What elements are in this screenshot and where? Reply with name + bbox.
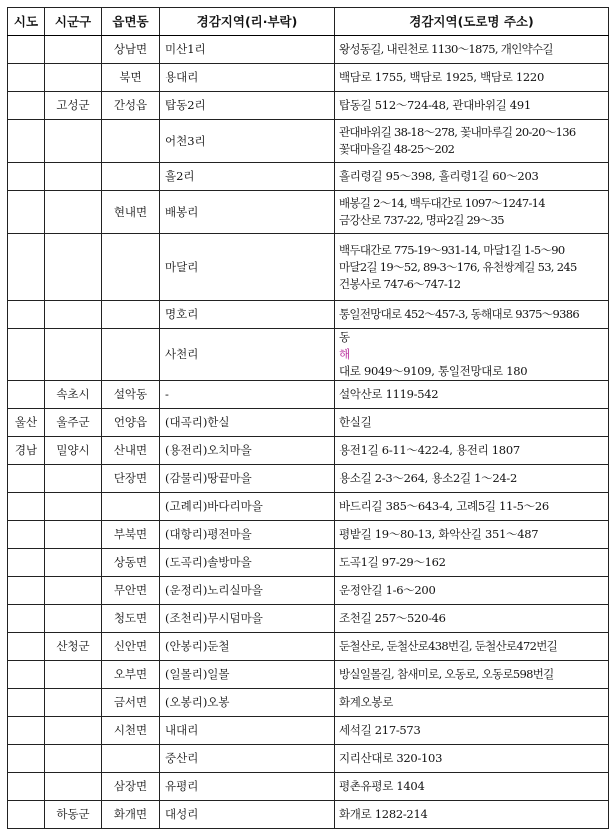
road-line: 방실일몰길, 참새미로, 오동로, 오동로598번길 bbox=[339, 667, 554, 681]
cell-sido bbox=[8, 381, 45, 409]
cell-sido: 울산 bbox=[8, 409, 45, 437]
road-line: 용소길 2-3～264, 용소2길 1～24-2 bbox=[339, 471, 518, 485]
header-region-road: 경감지역(도로명 주소) bbox=[335, 8, 609, 36]
cell-sido bbox=[8, 605, 45, 633]
cell-sido bbox=[8, 234, 45, 301]
cell-sigungu bbox=[45, 689, 102, 717]
cell-ri: 중산리 bbox=[160, 745, 335, 773]
cell-ri: (일몰리)일몰 bbox=[160, 661, 335, 689]
cell-ri: 배봉리 bbox=[160, 191, 335, 234]
cell-sido bbox=[8, 633, 45, 661]
cell-emd bbox=[102, 745, 160, 773]
cell-emd: 언양읍 bbox=[102, 409, 160, 437]
table-row bbox=[8, 689, 609, 717]
cell-sigungu bbox=[45, 549, 102, 577]
road-line: 화계오봉로 bbox=[339, 695, 394, 709]
cell-emd bbox=[102, 234, 160, 301]
cell-road bbox=[335, 120, 609, 163]
cell-sido bbox=[8, 465, 45, 493]
road-line: 평촌유평로 1404 bbox=[339, 779, 425, 793]
cell-ri: 사천리 bbox=[160, 329, 335, 381]
cell-road bbox=[335, 234, 609, 301]
cell-ri: (고례리)바다리마을 bbox=[160, 493, 335, 521]
road-line: 화개로 1282-214 bbox=[339, 807, 428, 821]
cell-sigungu: 속초시 bbox=[45, 381, 102, 409]
table-row bbox=[8, 465, 609, 493]
road-line: 지리산대로 320-103 bbox=[339, 751, 443, 765]
cell-emd bbox=[102, 163, 160, 191]
road-line: 왕성동길, 내린천로 1130～1875, 개인약수길 bbox=[339, 42, 553, 56]
cell-ri: 어천3리 bbox=[160, 120, 335, 163]
cell-emd: 상남면 bbox=[102, 36, 160, 64]
cell-road bbox=[335, 633, 609, 661]
table-row bbox=[8, 745, 609, 773]
cell-emd: 신안면 bbox=[102, 633, 160, 661]
cell-emd: 간성읍 bbox=[102, 92, 160, 120]
cell-sigungu bbox=[45, 64, 102, 92]
cell-sido bbox=[8, 120, 45, 163]
table-row bbox=[8, 717, 609, 745]
cell-ri: 유평리 bbox=[160, 773, 335, 801]
road-line: 바드리길 385～643-4, 고례5길 11-5～26 bbox=[339, 499, 549, 513]
header-eupmyeondong: 읍면동 bbox=[102, 8, 160, 36]
cell-sido bbox=[8, 301, 45, 329]
cell-ri: - bbox=[160, 381, 335, 409]
cell-ri: (감물리)땅끝마을 bbox=[160, 465, 335, 493]
cell-ri: 미산1리 bbox=[160, 36, 335, 64]
cell-sido bbox=[8, 689, 45, 717]
table-header-row bbox=[8, 8, 609, 36]
cell-sido bbox=[8, 493, 45, 521]
cell-sido bbox=[8, 329, 45, 381]
road-line: 용전1길 6-11～422-4, 용전리 1807 bbox=[339, 443, 520, 457]
cell-sido bbox=[8, 163, 45, 191]
table-row bbox=[8, 577, 609, 605]
cell-sigungu: 하동군 bbox=[45, 801, 102, 829]
table-row bbox=[8, 120, 609, 163]
cell-sido bbox=[8, 773, 45, 801]
cell-ri: 탑동2리 bbox=[160, 92, 335, 120]
cell-sido bbox=[8, 92, 45, 120]
cell-sigungu bbox=[45, 521, 102, 549]
cell-sido bbox=[8, 521, 45, 549]
cell-sigungu bbox=[45, 745, 102, 773]
table-row bbox=[8, 64, 609, 92]
cell-ri: 대성리 bbox=[160, 801, 335, 829]
cell-emd: 설악동 bbox=[102, 381, 160, 409]
road-line: 백담로 1755, 백담로 1925, 백담로 1220 bbox=[339, 70, 544, 84]
cell-road bbox=[335, 717, 609, 745]
table-row bbox=[8, 605, 609, 633]
table-row bbox=[8, 661, 609, 689]
cell-emd: 현내면 bbox=[102, 191, 160, 234]
cell-sigungu bbox=[45, 661, 102, 689]
cell-road bbox=[335, 92, 609, 120]
road-line: 통일전망대로 452～457-3, 동해대로 9375～9386 bbox=[339, 307, 579, 321]
road-line: 조천길 257～520-46 bbox=[339, 611, 446, 625]
cell-sigungu bbox=[45, 120, 102, 163]
cell-sigungu bbox=[45, 329, 102, 381]
cell-ri: (오봉리)오봉 bbox=[160, 689, 335, 717]
road-line: 탑동길 512～724-48, 관대바위길 491 bbox=[339, 98, 531, 112]
cell-emd: 단장면 bbox=[102, 465, 160, 493]
road-line: 운정안길 1-6～200 bbox=[339, 583, 436, 597]
cell-emd: 화개면 bbox=[102, 801, 160, 829]
cell-ri: (조천리)무시덤마을 bbox=[160, 605, 335, 633]
cell-emd: 무안면 bbox=[102, 577, 160, 605]
cell-ri: 흘2리 bbox=[160, 163, 335, 191]
table-row bbox=[8, 234, 609, 301]
cell-sido bbox=[8, 661, 45, 689]
cell-sigungu bbox=[45, 301, 102, 329]
header-region-ri: 경감지역(리·부락) bbox=[160, 8, 335, 36]
table-row bbox=[8, 36, 609, 64]
cell-emd: 부북면 bbox=[102, 521, 160, 549]
road-line: 마달2길 19～52, 89-3～176, 유천쌍계길 53, 245 bbox=[339, 259, 577, 274]
cell-ri: 마달리 bbox=[160, 234, 335, 301]
table-row bbox=[8, 549, 609, 577]
cell-road bbox=[335, 689, 609, 717]
cell-ri: 내대리 bbox=[160, 717, 335, 745]
cell-road bbox=[335, 521, 609, 549]
cell-emd: 시천면 bbox=[102, 717, 160, 745]
cell-sido bbox=[8, 717, 45, 745]
cell-ri: (운정리)노리실마을 bbox=[160, 577, 335, 605]
cell-sigungu: 울주군 bbox=[45, 409, 102, 437]
cell-road bbox=[335, 36, 609, 64]
cell-road bbox=[335, 437, 609, 465]
cell-road bbox=[335, 465, 609, 493]
cell-sido bbox=[8, 549, 45, 577]
cell-emd bbox=[102, 493, 160, 521]
cell-road bbox=[335, 381, 609, 409]
cell-road bbox=[335, 163, 609, 191]
cell-road bbox=[335, 409, 609, 437]
cell-emd: 오부면 bbox=[102, 661, 160, 689]
cell-emd: 삼장면 bbox=[102, 773, 160, 801]
cell-road bbox=[335, 745, 609, 773]
cell-ri: (용전리)오치마을 bbox=[160, 437, 335, 465]
cell-road bbox=[335, 661, 609, 689]
road-line: 둔철산로, 둔철산로438번길, 둔철산로472번길 bbox=[339, 639, 558, 653]
cell-road bbox=[335, 329, 609, 381]
cell-ri: (대항리)평전마을 bbox=[160, 521, 335, 549]
cell-emd bbox=[102, 120, 160, 163]
cell-road bbox=[335, 773, 609, 801]
cell-emd: 청도면 bbox=[102, 605, 160, 633]
table-row bbox=[8, 633, 609, 661]
road-text-highlight: 해 bbox=[339, 347, 350, 361]
road-line: 흘리령길 95～398, 흘리령1길 60～203 bbox=[339, 169, 539, 183]
road-line: 꽃대마을길 48-25～202 bbox=[339, 142, 455, 156]
cell-road bbox=[335, 549, 609, 577]
table-row bbox=[8, 773, 609, 801]
cell-emd bbox=[102, 301, 160, 329]
road-line: 설악산로 1119-542 bbox=[339, 387, 439, 401]
cell-emd: 북면 bbox=[102, 64, 160, 92]
cell-sigungu bbox=[45, 191, 102, 234]
cell-ri: (안봉리)둔철 bbox=[160, 633, 335, 661]
cell-emd: 상동면 bbox=[102, 549, 160, 577]
road-line: 도곡1길 97-29～162 bbox=[339, 555, 446, 569]
cell-sigungu: 밀양시 bbox=[45, 437, 102, 465]
table-row bbox=[8, 437, 609, 465]
cell-sigungu bbox=[45, 773, 102, 801]
cell-road bbox=[335, 64, 609, 92]
table-row bbox=[8, 409, 609, 437]
table-row bbox=[8, 521, 609, 549]
cell-ri: 명호리 bbox=[160, 301, 335, 329]
cell-sido bbox=[8, 577, 45, 605]
road-line bbox=[339, 329, 604, 380]
cell-sigungu bbox=[45, 577, 102, 605]
cell-sido bbox=[8, 64, 45, 92]
cell-road bbox=[335, 191, 609, 234]
cell-sido: 경남 bbox=[8, 437, 45, 465]
road-text-part: 대로 9049～9109, 통일전망대로 180 bbox=[339, 364, 528, 378]
cell-road bbox=[335, 493, 609, 521]
table-row bbox=[8, 329, 609, 381]
cell-ri: (대곡리)한실 bbox=[160, 409, 335, 437]
table-row bbox=[8, 301, 609, 329]
table-row bbox=[8, 163, 609, 191]
road-line: 금강산로 737-22, 명파2길 29～35 bbox=[339, 213, 504, 227]
cell-ri: 용대리 bbox=[160, 64, 335, 92]
header-sido: 시도 bbox=[8, 8, 45, 36]
cell-sido bbox=[8, 191, 45, 234]
table-row bbox=[8, 493, 609, 521]
cell-emd: 금서면 bbox=[102, 689, 160, 717]
cell-sigungu bbox=[45, 605, 102, 633]
road-line: 건봉사로 747-6～747-12 bbox=[339, 276, 461, 291]
cell-sigungu bbox=[45, 36, 102, 64]
region-table bbox=[7, 7, 609, 829]
road-line: 평밭길 19～80-13, 화악산길 351～487 bbox=[339, 527, 539, 541]
road-line: 관대바위길 38-18～278, 꽃내마루길 20-20～136 bbox=[339, 125, 576, 139]
table-row bbox=[8, 92, 609, 120]
road-line: 한실길 bbox=[339, 415, 372, 429]
cell-sigungu bbox=[45, 493, 102, 521]
cell-ri: (도곡리)솔방마을 bbox=[160, 549, 335, 577]
cell-sigungu bbox=[45, 163, 102, 191]
road-line: 배봉길 2～14, 백두대간로 1097～1247-14 bbox=[339, 196, 545, 210]
cell-emd bbox=[102, 329, 160, 381]
cell-sido bbox=[8, 801, 45, 829]
cell-sido bbox=[8, 745, 45, 773]
cell-road bbox=[335, 801, 609, 829]
cell-sido bbox=[8, 36, 45, 64]
cell-road bbox=[335, 605, 609, 633]
header-sigungu: 시군구 bbox=[45, 8, 102, 36]
table-row bbox=[8, 381, 609, 409]
cell-sigungu: 고성군 bbox=[45, 92, 102, 120]
cell-road bbox=[335, 301, 609, 329]
cell-road bbox=[335, 577, 609, 605]
document-page bbox=[7, 7, 608, 829]
cell-sigungu bbox=[45, 717, 102, 745]
cell-sigungu: 산청군 bbox=[45, 633, 102, 661]
cell-sigungu bbox=[45, 234, 102, 301]
cell-emd: 산내면 bbox=[102, 437, 160, 465]
table-row bbox=[8, 801, 609, 829]
table-row bbox=[8, 191, 609, 234]
road-text-part: 동 bbox=[339, 330, 350, 344]
cell-sigungu bbox=[45, 465, 102, 493]
road-line: 백두대간로 775-19～931-14, 마달1길 1-5～90 bbox=[339, 242, 565, 257]
road-line: 세석길 217-573 bbox=[339, 723, 421, 737]
